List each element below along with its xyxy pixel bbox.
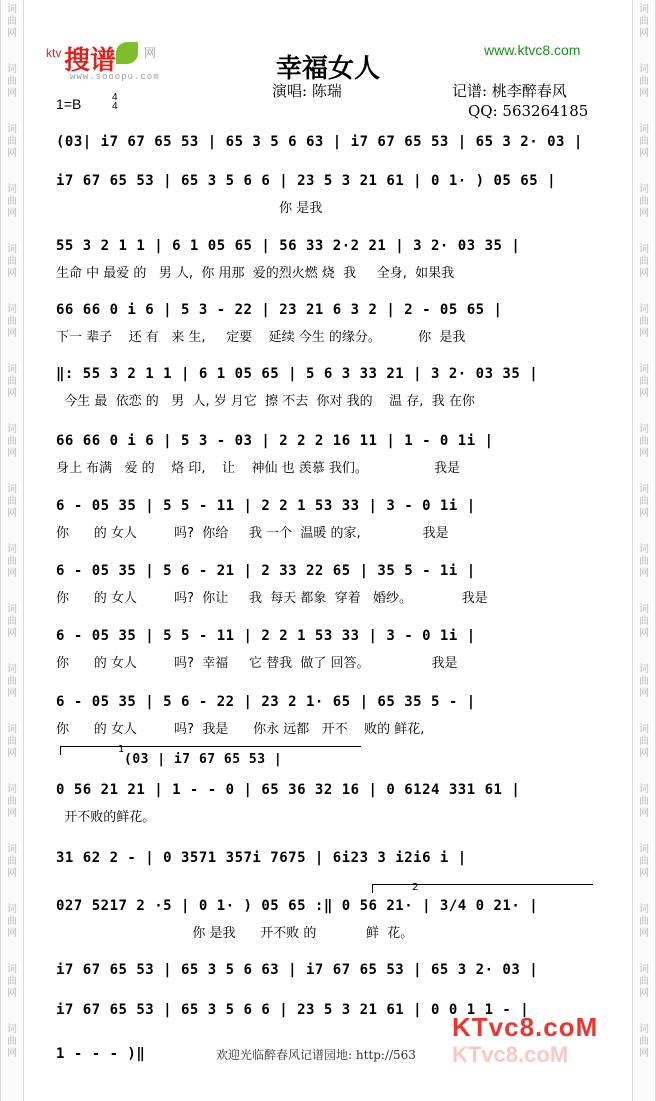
lyric-row: 身上 布满 爱 的 烙 印, 让 神仙 也 羡慕 我们。 我是 (56, 461, 461, 476)
side-watermark-text: 词 曲 网 (639, 604, 649, 639)
ktvc8-watermark: KTvc8.coM (452, 1012, 599, 1042)
side-watermark-text: 词 曲 网 (7, 4, 17, 39)
notation-row: 55 3 2 1 1 | 6 1 05 65 | 56 33 2·2 21 | 3 2· 03 35 | (56, 238, 521, 254)
singer-credit: 演唱: 陈瑞 (272, 82, 342, 100)
volta-bracket (60, 746, 361, 755)
notation-row: 6 - 05 35 | 5 5 - 11 | 2 2 1 53 33 | 3 - 0 1i | (56, 498, 476, 514)
qq-number: QQ: 563264185 (468, 102, 589, 120)
lyric-row: 下一 辈子 还 有 来 生, 定要 延续 今生 的缘分。 你 是我 (56, 330, 466, 345)
side-watermark-text: 词 曲 网 (639, 844, 649, 879)
side-watermark-text: 词 曲 网 (7, 1024, 17, 1059)
lyric-row: 生命 中 最爱 的 男 人, 你 用那 爱的烈火燃 烧 我 全身, 如果我 (56, 266, 455, 281)
logo-net: 网 (144, 46, 157, 60)
notation-row: ‖: 55 3 2 1 1 | 6 1 05 65 | 5 6 3 33 21 | 3 2· 03 35 | (56, 366, 539, 382)
song-title: 幸福女人 (275, 54, 380, 84)
side-watermark-text: 词 曲 网 (639, 124, 649, 159)
notation-row: 0 56 21 21 | 1 - - 0 | 65 36 32 16 | 0 6124 331 61 | (56, 782, 521, 798)
logo-name: 搜谱 (64, 46, 117, 76)
side-watermark-text: 词 曲 网 (7, 484, 17, 519)
side-watermark-text: 词 曲 网 (639, 1024, 649, 1059)
lyric-row: 你 的 女人 吗? 你让 我 每天 都象 穿着 婚纱。 我是 (56, 591, 488, 606)
side-watermark-text: 词 曲 网 (639, 364, 649, 399)
notator-credit: 记谱: 桃李醉春风 (452, 82, 567, 100)
side-watermark-text: 词 曲 网 (639, 784, 649, 819)
volta-bracket (372, 884, 593, 893)
notation-row: i7 67 65 53 | 65 3 5 6 6 | 23 5 3 21 61 | 0 1· ) 05 65 | (56, 173, 557, 189)
side-watermark-text: 词 曲 网 (7, 784, 17, 819)
time-sig-top: 4 (112, 92, 118, 103)
notation-row: 66 66 0 i 6 | 5 3 - 03 | 2 2 2 16 11 | 1 - 0 1i | (56, 433, 494, 449)
time-sig-bottom: 4 (112, 101, 118, 112)
side-watermark-text: 词 曲 网 (639, 904, 649, 939)
side-watermark-text: 词 曲 网 (639, 244, 649, 279)
lyric-row: 你 的 女人 吗? 你给 我 一个 温暖 的家, 我是 (56, 526, 449, 541)
notation-row: 6 - 05 35 | 5 6 - 21 | 2 33 22 65 | 35 5 - 1i | (56, 563, 476, 579)
side-watermark-text: 词 曲 网 (7, 184, 17, 219)
side-watermark-text: 词 曲 网 (7, 724, 17, 759)
side-watermark-text: 词 曲 网 (7, 664, 17, 699)
notation-row: 1 - - - )‖ (56, 1046, 146, 1062)
side-watermark-text: 词 曲 网 (7, 964, 17, 999)
lyric-row: 你 的 女人 吗? 幸福 它 替我 做了 回答。 我是 (56, 656, 458, 671)
side-watermark-text: 词 曲 网 (639, 4, 649, 39)
side-watermark-text: 词 曲 网 (639, 964, 649, 999)
side-watermark-text: 词 曲 网 (639, 304, 649, 339)
volta-1-label: 1 (118, 744, 125, 755)
notation-row: 6 - 05 35 | 5 6 - 22 | 23 2 1· 65 | 65 35 5 - | (56, 694, 476, 710)
side-watermark-text: 词 曲 网 (7, 844, 17, 879)
side-watermark-text: 词 曲 网 (7, 364, 17, 399)
notation-row: 66 66 0 i 6 | 5 3 - 22 | 23 21 6 3 2 | 2 - 05 65 | (56, 302, 503, 318)
site-url[interactable]: www.ktvc8.com (484, 42, 581, 58)
side-watermark-text: 词 曲 网 (639, 184, 649, 219)
ktvc8-watermark-shadow: KTvc8.coM (452, 1042, 569, 1067)
time-signature (112, 93, 118, 111)
lyric-row: 你 是我 开不败 的 鲜 花。 (56, 926, 414, 941)
side-watermark-text: 词 曲 网 (639, 544, 649, 579)
side-watermark-text: 词 曲 网 (639, 484, 649, 519)
side-watermark-text: 词 曲 网 (7, 124, 17, 159)
logo-ktv: ktv (46, 46, 62, 60)
notation-row: 027 5217 2 ·5 | 0 1· ) 05 65 :‖ 0 56 21· | 3/4 0 21· | (56, 898, 539, 914)
notation-row: 31 62 2 - | 0 3571 357i 7675 | 6i23 3 i2i6 i | (56, 850, 467, 866)
side-watermark-text: 词 曲 网 (7, 304, 17, 339)
logo-url: www.sooopu.com (70, 72, 160, 82)
side-watermark-text: 词 曲 网 (7, 544, 17, 579)
notation-row: (03| i7 67 65 53 | 65 3 5 6 63 | i7 67 65 53 | 65 3 2· 03 | (56, 134, 583, 150)
side-watermark-text: 词 曲 网 (7, 64, 17, 99)
notation-row: i7 67 65 53 | 65 3 5 6 6 | 23 5 3 21 61 | 0 0 1 1 - | (56, 1002, 530, 1018)
key-signature: 1=B (56, 96, 82, 112)
side-watermark-text: 词 曲 网 (639, 664, 649, 699)
lyric-row: 今生 最 依恋 的 男 人, 岁 月它 擦 不去 你对 我的 温 存, 我 在你 (56, 394, 475, 409)
footer-text: 欢迎光临醉春风记谱园地: http://563 (216, 1048, 416, 1062)
lyric-row: 开不败的鲜花。 (56, 810, 156, 825)
side-watermark-text: 词 曲 网 (7, 904, 17, 939)
right-watermark-strip (632, 0, 656, 1101)
volta-2-label: 2 (412, 882, 419, 893)
side-watermark-text: 词 曲 网 (639, 424, 649, 459)
side-watermark-text: 词 曲 网 (7, 424, 17, 459)
lyric-row: 你 的 女人 吗? 我是 你永 远都 开不 败的 鲜花, (56, 722, 425, 737)
notation-row: 6 - 05 35 | 5 5 - 11 | 2 2 1 53 33 | 3 - 0 1i | (56, 628, 476, 644)
lyric-row: 你 是我 (56, 201, 323, 216)
side-watermark-text: 词 曲 网 (7, 604, 17, 639)
notation-row: i7 67 65 53 | 65 3 5 6 63 | i7 67 65 53 | 65 3 2· 03 | (56, 962, 539, 978)
left-watermark-strip (0, 0, 24, 1101)
notation-row: (03 | i7 67 65 53 | (124, 752, 283, 767)
side-watermark-text: 词 曲 网 (639, 64, 649, 99)
side-watermark-text: 词 曲 网 (639, 724, 649, 759)
side-watermark-text: 词 曲 网 (7, 244, 17, 279)
